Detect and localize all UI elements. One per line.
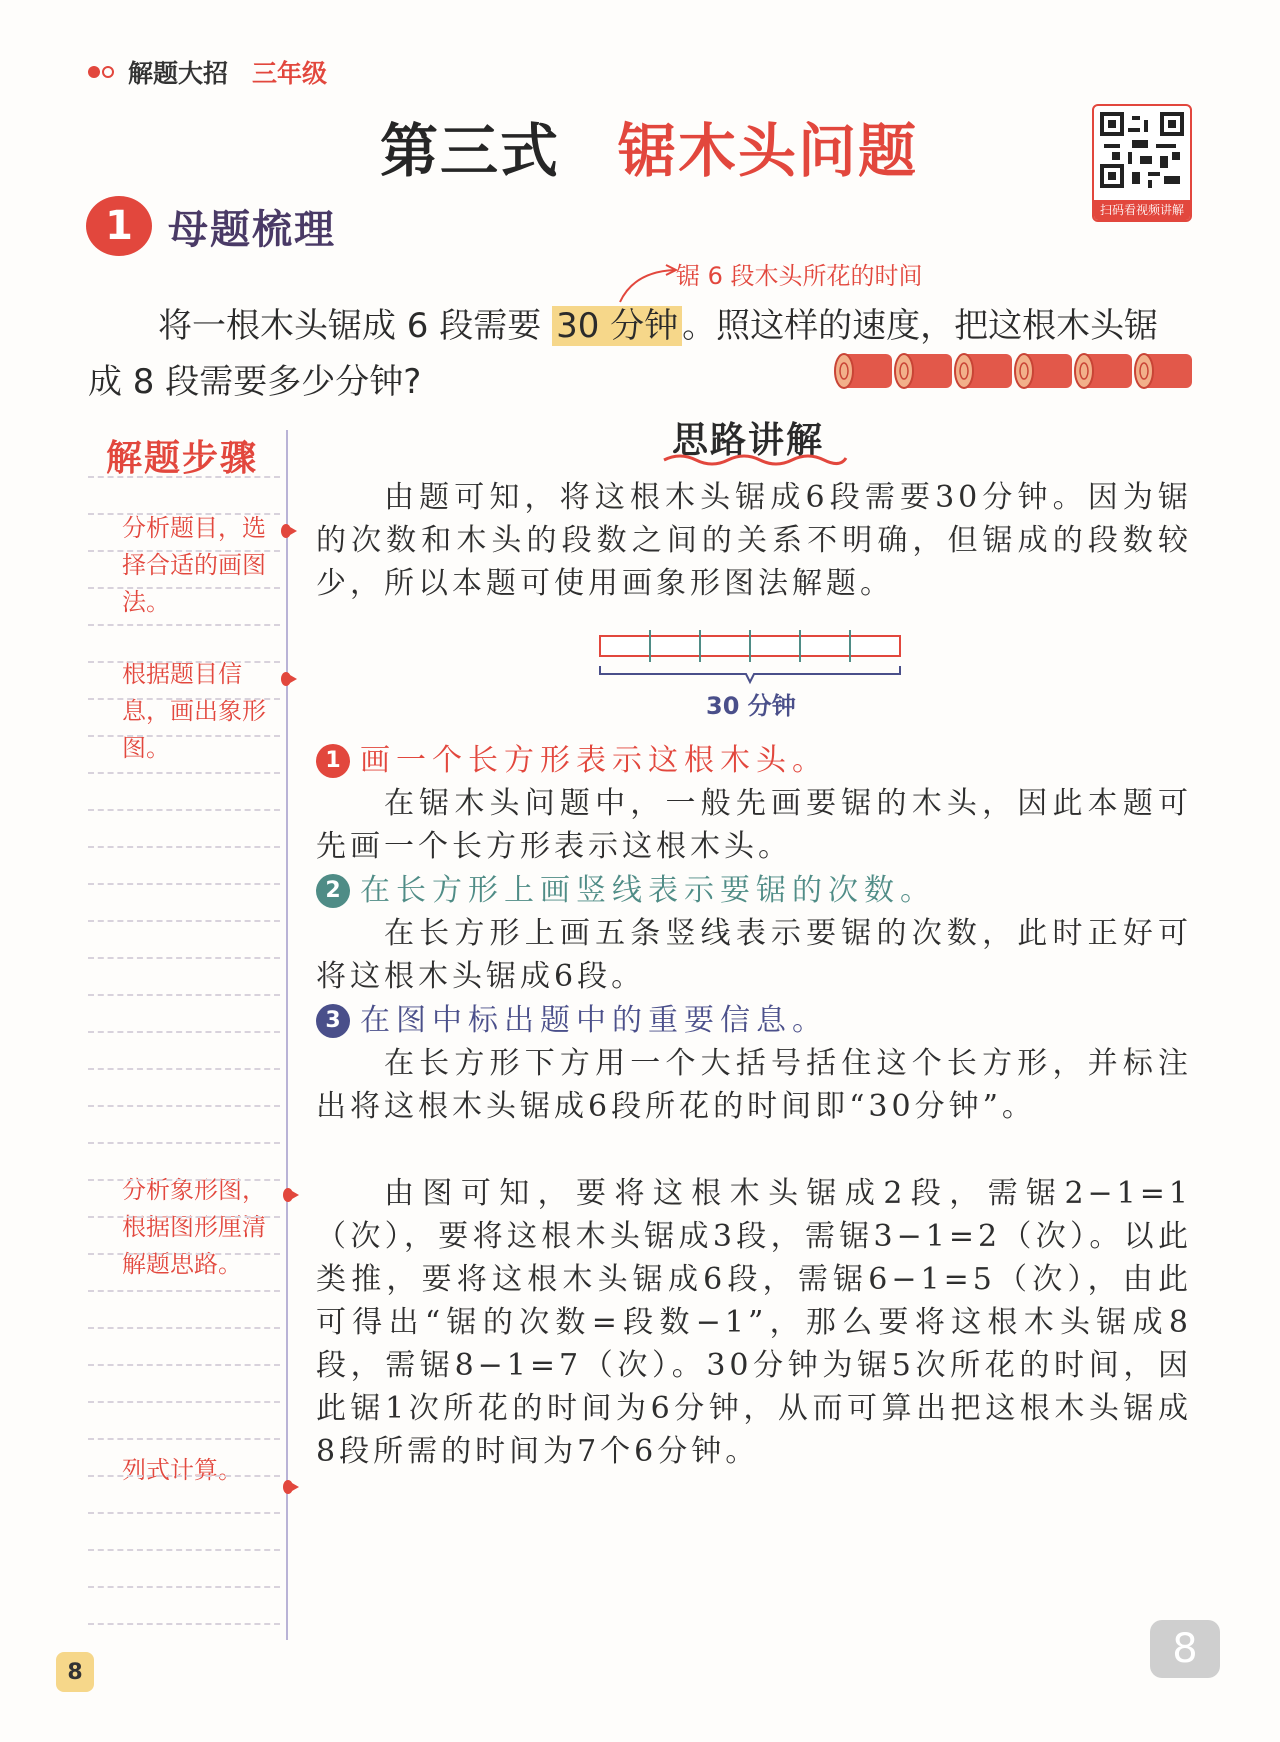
page-number-left: 8	[56, 1652, 94, 1692]
rule-line	[88, 1179, 280, 1181]
rule-line	[88, 1290, 280, 1292]
problem-text-2: 。照这样的速度，把这根木头锯	[682, 306, 1159, 346]
qr-code[interactable]	[1092, 104, 1192, 222]
rule-line	[88, 1253, 280, 1255]
rule-line	[88, 1327, 280, 1329]
substep-3-badge: 3	[316, 1004, 350, 1038]
qr-code-icon	[1100, 112, 1184, 188]
step-3-marker	[283, 1188, 293, 1202]
rule-line	[88, 1142, 280, 1144]
rule-line	[88, 513, 280, 515]
chapter-name: 锯木头问题	[618, 117, 919, 185]
rule-line	[88, 994, 280, 996]
rule-line	[88, 1401, 280, 1403]
rule-line	[88, 476, 280, 478]
section-heading	[86, 196, 336, 256]
rule-line	[88, 1216, 280, 1218]
step-4-marker	[283, 1480, 293, 1494]
step-3: 分析象形图，根据图形厘清解题思路。	[122, 1176, 266, 1278]
step-1-marker	[281, 524, 291, 538]
log-pieces-illustration	[830, 350, 1200, 392]
substep-2-body: 在长方形上画五条竖线表示要锯的次数，此时正好可将这根木头锯成6段。	[316, 916, 1192, 994]
log-piece	[1015, 354, 1072, 388]
step-4: 列式计算。	[122, 1456, 242, 1484]
rule-line	[88, 1623, 280, 1625]
step-1: 分析题目，选择合适的画图法。	[122, 514, 266, 616]
substep-2-title	[316, 870, 936, 912]
substep-3-title	[316, 1000, 828, 1042]
section-number-badge: 1	[86, 196, 152, 256]
problem-text-1: 将一根木头锯成 6 段需要	[158, 306, 553, 346]
header-dots-icon	[88, 66, 114, 78]
substep-1-heading: 画一个长方形表示这根木头。	[360, 743, 828, 778]
rule-line	[88, 1586, 280, 1588]
rule-line	[88, 772, 280, 774]
substep-1-badge: 1	[316, 744, 350, 778]
problem-annotation: 锯 6 段木头所花的时间	[676, 262, 923, 290]
rule-line	[88, 1512, 280, 1514]
rule-line	[88, 1549, 280, 1551]
rule-line	[88, 809, 280, 811]
rule-line	[88, 1475, 280, 1477]
rule-line	[88, 1105, 280, 1107]
log-piece	[1135, 354, 1192, 388]
rule-line	[88, 661, 280, 663]
step-2-marker	[281, 672, 291, 686]
rule-line	[88, 883, 280, 885]
page-number-right: 8	[1150, 1620, 1220, 1678]
step-2: 根据题目信息，画出象形图。	[122, 660, 266, 762]
rule-line	[88, 1438, 280, 1440]
substep-3-heading: 在图中标出题中的重要信息。	[360, 1003, 828, 1038]
title-underline-decoration	[660, 452, 850, 466]
rule-line	[88, 1031, 280, 1033]
page-header	[88, 52, 327, 92]
rule-line	[88, 920, 280, 922]
rule-line	[88, 1068, 280, 1070]
chapter-number: 第三式	[380, 117, 561, 185]
log-diagram	[596, 630, 916, 690]
rule-line	[88, 735, 280, 737]
steps-title: 解题步骤	[106, 438, 259, 479]
book-series: 解题大招	[128, 59, 229, 88]
substep-2-heading: 在长方形上画竖线表示要锯的次数。	[360, 873, 936, 908]
log-piece	[835, 354, 892, 388]
rule-line	[88, 957, 280, 959]
intro-paragraph: 由题可知，将这根木头锯成6段需要30分钟。因为锯的次数和木头的段数之间的关系不明确，但锯成的段数较少，所以本题可使用画象形图法解题。	[316, 480, 1192, 601]
substep-1-body: 在锯木头问题中，一般先画要锯的木头，因此本题可先画一个长方形表示这根木头。	[316, 786, 1192, 864]
rule-line	[88, 1364, 280, 1366]
grade-label: 三年级	[252, 59, 328, 88]
chapter-title	[380, 104, 918, 188]
qr-caption: 扫码看视频讲解	[1094, 200, 1190, 220]
log-piece	[895, 354, 952, 388]
explanation-title: 思路讲解	[672, 420, 825, 461]
rule-line	[88, 587, 280, 589]
rule-line	[88, 698, 280, 700]
rule-line	[88, 624, 280, 626]
rule-line	[88, 550, 280, 552]
analysis-paragraph: 由图可知，要将这根木头锯成2段，需锯2−1=1（次），要将这根木头锯成3段，需锯3−1=2（次）。以此类推，要将这根木头锯成6段，需锯6−1=5（次），由此可得出“锯的次数=段数−1”，那么要将这根木头锯成8段，需锯8−1=7（次）。30分钟为锯5次所花的时间，因此锯1次所花的时间为6分钟，从而可算出把这根木头锯成8段所需的时间为7个6分钟。	[316, 1176, 1192, 1469]
problem-text-3: 成 8 段需要多少分钟?	[88, 362, 422, 402]
substep-3-body: 在长方形下方用一个大括号括住这个长方形，并标注出将这根木头锯成6段所花的时间即“30分钟”。	[316, 1046, 1192, 1124]
steps-column	[88, 420, 288, 1650]
log-piece	[1075, 354, 1132, 388]
log-piece	[955, 354, 1012, 388]
substep-1-title	[316, 740, 828, 782]
substep-2-badge: 2	[316, 874, 350, 908]
section-title: 母题梳理	[168, 206, 336, 253]
problem-highlight: 30 分钟	[552, 306, 682, 346]
diagram-time-label: 30 分钟	[706, 692, 796, 720]
brace	[600, 666, 900, 682]
steps-divider	[286, 430, 288, 1640]
rule-line	[88, 846, 280, 848]
